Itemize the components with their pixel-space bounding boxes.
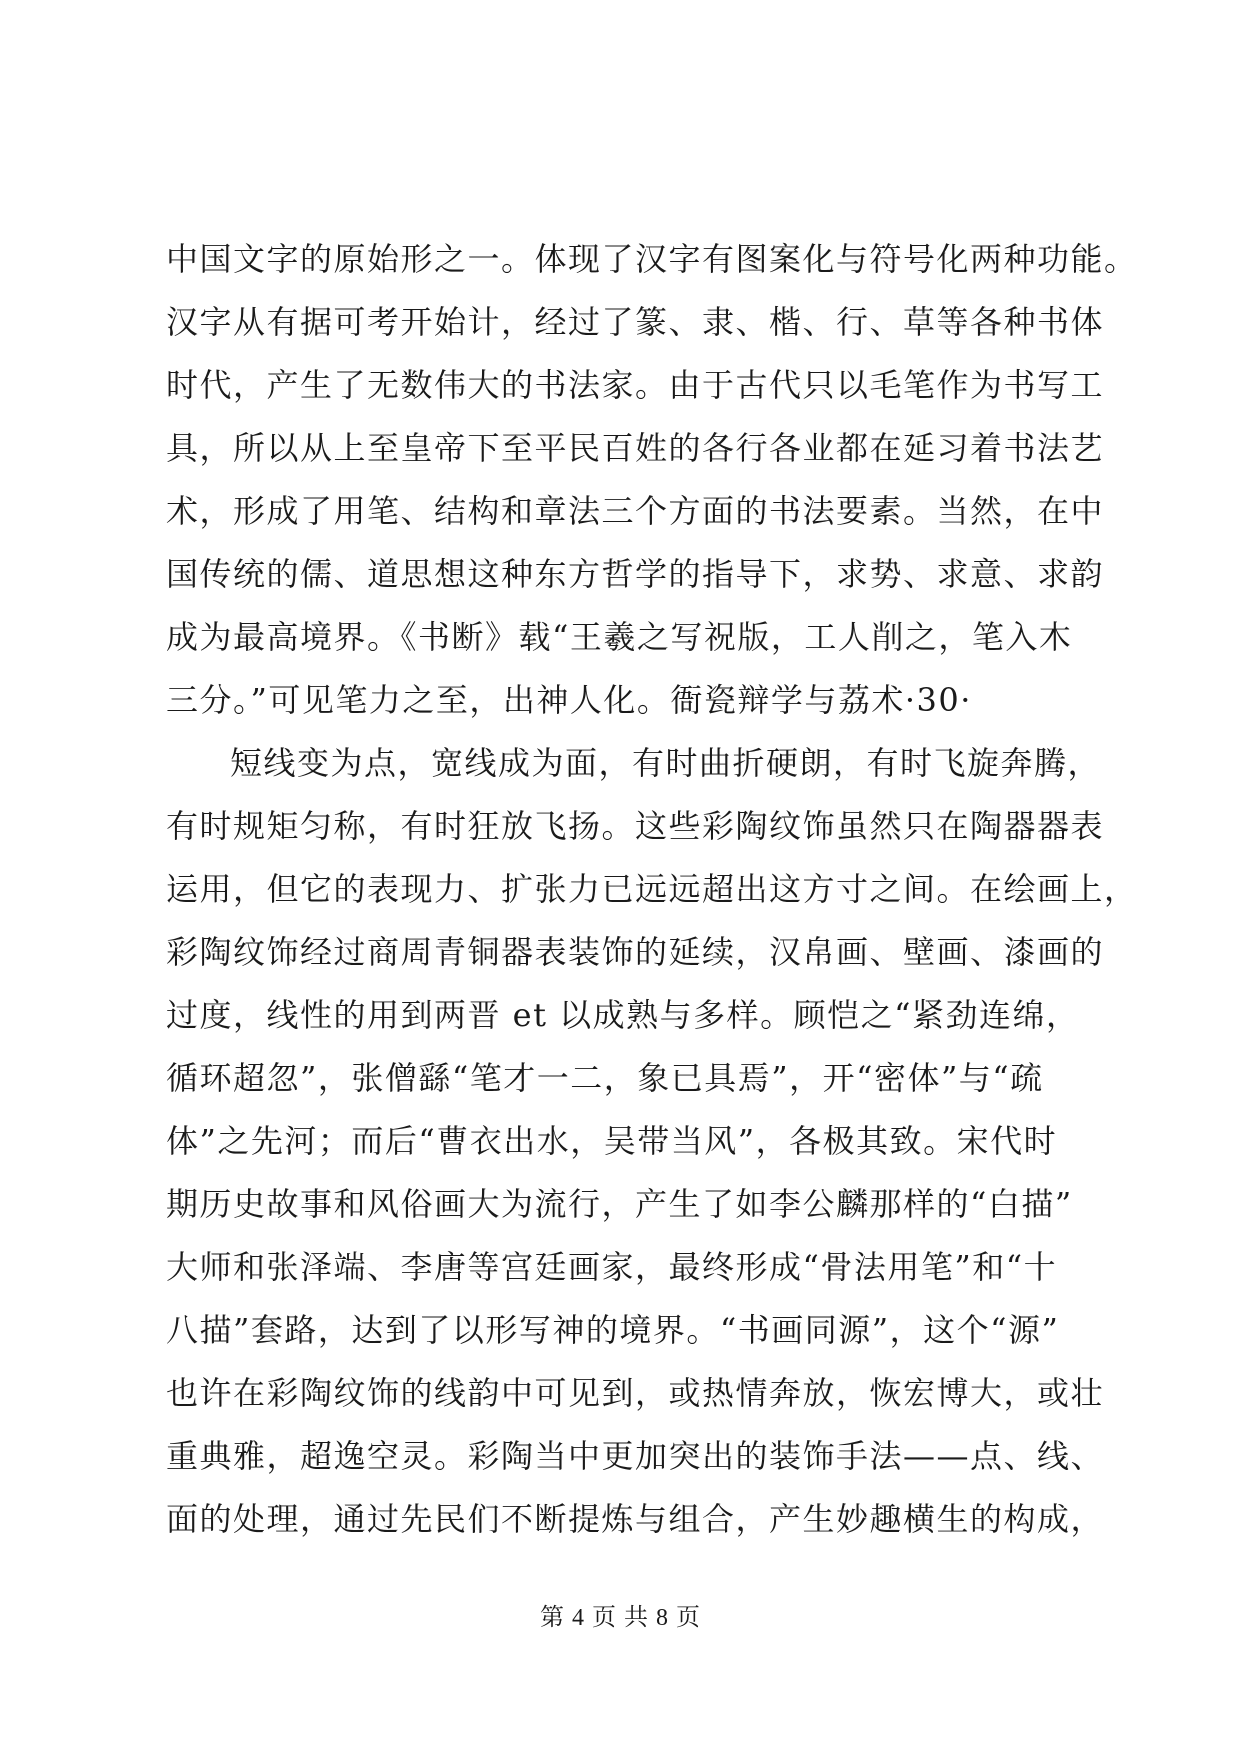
- text-line: 循环超忽”，张僧繇“笔才一二，象已具焉”，开“密体”与“疏: [166, 1059, 1044, 1097]
- text-line: 期历史故事和风俗画大为流行，产生了如李公麟那样的“白描”: [166, 1185, 1073, 1223]
- text-line: 重典雅，超逸空灵。彩陶当中更加突出的装饰手法——点、线、: [166, 1437, 1105, 1475]
- text-line: 八描”套路，达到了以形写神的境界。“书画同源”，这个“源”: [166, 1311, 1060, 1349]
- text-line: 中国文字的原始形之一。体现了汉字有图案化与符号化两种功能。: [166, 240, 1138, 278]
- text-line: 成为最高境界。《书断》载“王羲之写祝版，工人削之，笔入木: [166, 618, 1073, 656]
- text-line: 过度，线性的用到两晋 et 以成熟与多样。顾恺之“紧劲连绵，: [166, 996, 1080, 1034]
- text-line: 时代，产生了无数伟大的书法家。由于古代只以毛笔作为书写工: [166, 366, 1105, 404]
- text-line: 汉字从有据可考开始计，经过了篆、隶、楷、行、草等各种书体: [166, 303, 1105, 341]
- text-line: 面的处理，通过先民们不断提炼与组合，产生妙趣横生的构成，: [166, 1500, 1105, 1538]
- text-line: 大师和张泽端、李唐等宫廷画家，最终形成“骨法用笔”和“十: [166, 1248, 1058, 1286]
- body-text: [166, 228, 1138, 1551]
- text-line: 三分。”可见笔力之至，出神人化。衙瓷辩学与荔术·30·: [166, 681, 972, 719]
- text-line: 也许在彩陶纹饰的线韵中可见到，或热情奔放，恢宏博大，或壮: [166, 1374, 1105, 1412]
- page-number-footer: 第 4 页 共 8 页: [540, 1605, 701, 1631]
- text-line: 具，所以从上至皇帝下至平民百姓的各行各业都在延习着书法艺: [166, 429, 1105, 467]
- text-line: 彩陶纹饰经过商周青铜器表装饰的延续，汉帛画、壁画、漆画的: [166, 933, 1105, 971]
- paragraph-first-line: 短线变为点，宽线成为面，有时曲折硬朗，有时飞旋奔腾，: [230, 744, 1102, 782]
- text-line: 体”之先河；而后“曹衣出水，吴带当风”，各极其致。宋代时: [166, 1122, 1058, 1160]
- text-line: 有时规矩匀称，有时狂放飞扬。这些彩陶纹饰虽然只在陶器器表: [166, 807, 1105, 845]
- text-line: 国传统的儒、道思想这种东方哲学的指导下，求势、求意、求韵: [166, 555, 1105, 593]
- text-line: 运用，但它的表现力、扩张力已远远超出这方寸之间。在绘画上，: [166, 870, 1138, 908]
- text-line: 术，形成了用笔、结构和章法三个方面的书法要素。当然，在中: [166, 492, 1105, 530]
